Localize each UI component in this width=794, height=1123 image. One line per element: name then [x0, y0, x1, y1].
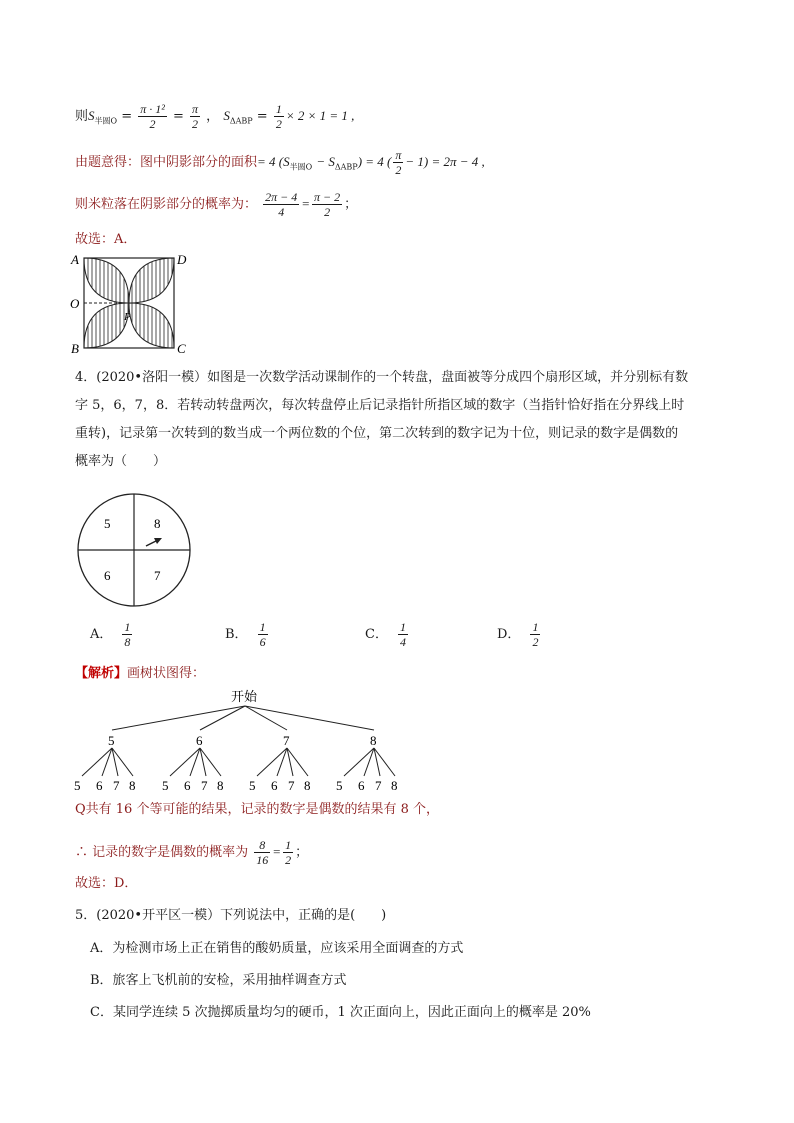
tree-leaf: 7 — [288, 778, 295, 793]
tree-leaf: 5 — [336, 778, 343, 793]
q4-text-line4: 概率为（ ） — [75, 454, 167, 469]
tree-leaf: 8 — [129, 778, 136, 793]
q5-option-b[interactable]: B．旅客上飞机前的安检，采用抽样调查方式 — [90, 973, 347, 988]
sol3-s-semi-sub: 半圆O — [94, 116, 118, 126]
tree-leaf: 7 — [375, 778, 382, 793]
tree-leaf: 5 — [162, 778, 169, 793]
sol3-line2-sub-b: ΔABP — [334, 162, 358, 172]
q4-answer: 故选：D． — [75, 876, 138, 891]
tree-leaf: 6 — [271, 778, 278, 793]
tree-leaf: 6 — [358, 778, 365, 793]
q4-analysis — [75, 664, 205, 684]
spinner-5: 5 — [104, 516, 111, 531]
q4-text-line3: 重转)，记录第一次转到的数当成一个两位数的个位，第二次转到的数字记为十位，则记录的数字是偶数的 — [75, 426, 679, 441]
q5-option-c[interactable]: C．某同学连续 5 次抛掷质量均匀的硬币，1 次正面向上，因此正面向上的概率是 20% — [90, 1005, 591, 1020]
q4-text-line2: 字 5，6，7，8．若转动转盘两次，每次转盘停止后记录指针所指区域的数字（当指针恰好指在分界线上时 — [75, 398, 685, 413]
sol3-line2-math-d: − 1) = 2π − 4 , — [405, 154, 485, 169]
fig-label-a: A — [71, 252, 79, 267]
sol3-frac1: $\frac{\text{π · 1²}}{2}$ — [140, 102, 165, 131]
sol3-line2-math-c: ) = 4 ( — [357, 154, 392, 169]
q4-option-b[interactable]: B． $\frac{1}{6}$ — [225, 620, 266, 649]
fig-label-o: O — [70, 296, 80, 311]
tree-node-6: 6 — [196, 733, 203, 748]
q4-text-line1: 4．(2020•洛阳一模）如图是一次数学活动课制作的一个转盘，盘面被等分成四个扇形区域，并分别标有数 — [75, 370, 689, 385]
sol3-figure — [66, 250, 196, 360]
tree-leaf: 6 — [96, 778, 103, 793]
tree-leaf: 8 — [304, 778, 311, 793]
tree-root: 开始 — [231, 690, 258, 705]
sol3-s-semi: S — [88, 108, 95, 123]
q4-option-c[interactable]: C． $\frac{1}{4}$ — [365, 620, 406, 649]
sol3-line2-prefix: 由题意得：图中阴影部分的面积 — [75, 155, 258, 170]
sol3-line2-sub-a: 半圆O — [289, 162, 313, 172]
analysis-tag: 【解析】 — [75, 666, 128, 681]
spinner-7: 7 — [154, 568, 161, 583]
sol3-line3-prefix: 则米粒落在阴影部分的概率为： — [75, 197, 258, 212]
result2-prefix: ∴ 记录的数字是偶数的概率为 — [75, 845, 249, 860]
tree-leaf: 7 — [113, 778, 120, 793]
result2-frac2: $\frac{1}{2}$ — [285, 838, 292, 867]
sol3-line2 — [75, 148, 485, 178]
sol3-line2-math-a: = 4 (S — [257, 154, 290, 169]
tree-leaf: 5 — [74, 778, 81, 793]
spinner-8: 8 — [154, 516, 161, 531]
fig-label-b: B — [71, 341, 79, 356]
sol3-line1: 则$S_{半圆O}$ = $\frac{\text{π · 1²}}{2}$ = $\frac{\pi}{2}$ ， $S_{\Delta ABP}$ = $\frac{1}{2}$ × 2 × 1 = 1 , — [75, 102, 355, 131]
analysis-text: 画树状图得： — [127, 666, 206, 681]
q4-stem — [75, 364, 725, 476]
sol3-line3-end: ； — [344, 197, 358, 212]
sol3-frac3: $\frac{1}{2}$ — [275, 102, 282, 131]
q4-tree-diagram — [60, 684, 440, 796]
tree-node-8: 8 — [370, 733, 377, 748]
spinner-6: 6 — [104, 568, 111, 583]
sol3-line1-prefix: 则 — [75, 109, 89, 124]
sol3-eq2-rest: × 2 × 1 = 1 , — [285, 108, 355, 123]
tree-leaf: 8 — [391, 778, 398, 793]
q4-option-d[interactable]: D． $\frac{1}{2}$ — [497, 620, 539, 649]
tree-node-5: 5 — [108, 733, 115, 748]
sol3-line3-frac2: $\frac{\pi - 2}{2}$ — [314, 190, 341, 219]
sol3-line3: 则米粒落在阴影部分的概率为： $\frac{2\pi - 4}{4}$ = $\frac{\pi - 2}{2}$ ； — [75, 190, 358, 219]
tree-leaf: 7 — [201, 778, 208, 793]
result2-end: ； — [295, 845, 309, 860]
result2-frac1: $\frac{8}{16}$ — [256, 838, 269, 867]
tree-leaf: 5 — [249, 778, 256, 793]
q5-option-a[interactable]: A．为检测市场上正在销售的酸奶质量，应该采用全面调查的方式 — [90, 941, 464, 956]
fig-label-d: D — [177, 252, 187, 267]
q4-spinner — [74, 490, 194, 610]
tree-leaf: 8 — [217, 778, 224, 793]
tree-leaf: 6 — [184, 778, 191, 793]
sol3-s-tri: S — [223, 108, 230, 123]
sol3-s-tri-sub: ΔABP — [229, 116, 253, 126]
q4-option-a[interactable]: A． $\frac{1}{8}$ — [90, 620, 131, 649]
tree-node-7: 7 — [283, 733, 290, 748]
q4-result1: Q共有 16 个等可能的结果，记录的数字是偶数的结果有 8 个， — [75, 802, 440, 817]
fig-label-p: P — [124, 311, 131, 323]
sol3-line2-frac: $\frac{\pi}{2}$ — [395, 148, 402, 177]
sol3-answer: 故选：A． — [75, 232, 137, 247]
sol3-line3-frac1: $\frac{2\pi - 4}{4}$ — [265, 190, 298, 219]
fig-label-c: C — [177, 341, 186, 356]
q4-result2: ∴ 记录的数字是偶数的概率为 $\frac{8}{16}$ = $\frac{1}{2}$ ； — [75, 838, 309, 867]
q5-stem: 5．(2020•开平区一模）下列说法中，正确的是( ) — [75, 908, 387, 923]
sol3-line2-math-b: − S — [316, 154, 335, 169]
sol3-frac2: $\frac{\pi}{2}$ — [192, 102, 199, 131]
